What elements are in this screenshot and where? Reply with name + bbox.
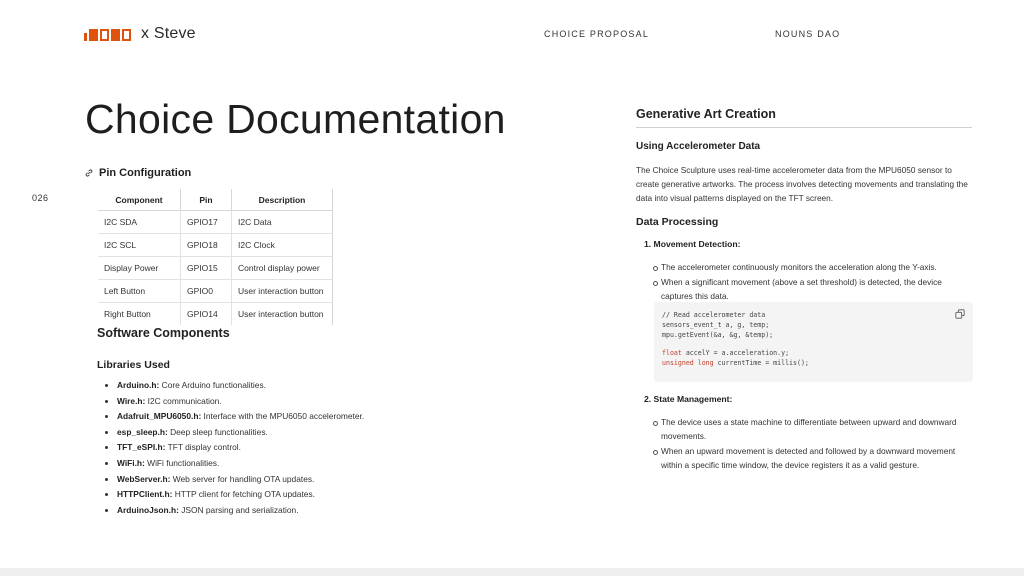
library-desc: Core Arduino functionalities. — [159, 380, 266, 390]
code-keyword: unsigned long — [662, 359, 714, 367]
bottom-bar — [0, 568, 1024, 576]
library-name: Wire.h: — [117, 395, 146, 406]
libraries-list — [103, 378, 364, 518]
accelerometer-heading: Using Accelerometer Data — [636, 141, 761, 152]
library-name: Arduino.h: — [117, 380, 160, 390]
table-row — [98, 234, 333, 257]
list-item — [117, 503, 364, 519]
table-cell: GPIO17 — [181, 211, 232, 234]
list-item: When a significant movement (above a set threshold) is detected, the device captures this data. — [661, 276, 973, 303]
list-item — [117, 394, 364, 410]
list-item — [117, 487, 364, 503]
library-name: ArduinoJson.h: — [117, 504, 179, 515]
list-item: The accelerometer continuously monitors the acceleration along the Y-axis. — [661, 261, 973, 275]
table-cell: User interaction button — [232, 280, 333, 303]
list-item — [117, 472, 364, 488]
section-title: Generative Art Creation — [636, 107, 776, 121]
list-item: When an upward movement is detected and followed by a downward movement within a specific time window, the device registers it as a valid gesture. — [661, 445, 973, 472]
code-line: // Read accelerometer data — [662, 311, 766, 319]
table-row — [98, 211, 333, 234]
code-keyword: float — [662, 349, 682, 357]
code-line — [662, 358, 965, 368]
library-desc: Web server for handling OTA updates. — [170, 473, 315, 484]
link-icon[interactable] — [84, 168, 94, 178]
pin-table — [98, 189, 333, 325]
code-line: sensors_event_t a, g, temp; — [662, 321, 770, 329]
table-cell: I2C Data — [232, 211, 333, 234]
table-cell: Right Button — [98, 303, 181, 326]
table-cell: Left Button — [98, 280, 181, 303]
library-name: WiFi.h: — [117, 457, 145, 468]
library-name: esp_sleep.h: — [117, 426, 168, 437]
library-name: WebServer.h: — [117, 473, 171, 484]
step-state-management: 2. State Management: — [644, 394, 733, 404]
table-cell: I2C SCL — [98, 234, 181, 257]
library-name: Adafruit_MPU6050.h: — [117, 411, 202, 422]
libraries-used-heading: Libraries Used — [97, 359, 170, 371]
nav-choice-proposal[interactable]: CHOICE PROPOSAL — [544, 29, 650, 39]
table-cell: GPIO15 — [181, 257, 232, 280]
table-cell: User interaction button — [232, 303, 333, 326]
brand-logo[interactable] — [84, 25, 196, 43]
table-cell: I2C Clock — [232, 234, 333, 257]
code-block — [654, 302, 973, 382]
list-item — [117, 409, 364, 425]
column-header: Component — [98, 189, 181, 211]
library-desc: HTTP client for fetching OTA updates. — [172, 489, 315, 500]
library-desc: Deep sleep functionalities. — [167, 426, 268, 437]
pin-configuration-heading — [84, 167, 191, 179]
code-text: accelY = a.acceleration.y; — [681, 349, 790, 357]
table-cell: Display Power — [98, 257, 181, 280]
table-cell: GPIO18 — [181, 234, 232, 257]
library-desc: WiFi functionalities. — [144, 457, 220, 468]
table-cell: GPIO0 — [181, 280, 232, 303]
page-number: 026 — [32, 193, 49, 203]
data-processing-heading: Data Processing — [636, 216, 719, 228]
table-row — [98, 303, 333, 326]
table-row — [98, 257, 333, 280]
code-line — [662, 348, 965, 358]
library-desc: TFT display control. — [165, 442, 241, 453]
library-name: TFT_eSPI.h: — [117, 442, 166, 453]
library-name: HTTPClient.h: — [117, 489, 173, 500]
table-row — [98, 280, 333, 303]
column-header: Pin — [181, 189, 232, 211]
table-cell: Control display power — [232, 257, 333, 280]
logo-text: x Steve — [141, 25, 196, 42]
table-cell: GPIO14 — [181, 303, 232, 326]
library-desc: JSON parsing and serialization. — [178, 504, 299, 515]
step-movement-detection: 1. Movement Detection: — [644, 239, 741, 249]
pin-configuration-label: Pin Configuration — [99, 167, 192, 179]
table-header-row — [98, 189, 333, 211]
nouns-logo-icon — [84, 27, 133, 41]
list-item — [117, 456, 364, 472]
copy-icon[interactable] — [955, 309, 965, 319]
code-line: mpu.getEvent(&a, &g, &temp); — [662, 331, 774, 339]
list-item — [117, 440, 364, 456]
table-cell: I2C SDA — [98, 211, 181, 234]
list-item — [117, 378, 364, 394]
library-desc: I2C communication. — [145, 395, 222, 406]
list-item — [117, 425, 364, 441]
page-title: Choice Documentation — [85, 96, 506, 142]
divider — [636, 127, 972, 128]
accelerometer-paragraph: The Choice Sculpture uses real-time accelerometer data from the MPU6050 sensor to create generative artworks. The process involves detecting movements and translating the data into visual patterns displayed on the TFT screen. — [636, 165, 968, 203]
nav-nouns-dao[interactable]: NOUNS DAO — [775, 29, 841, 39]
library-desc: Interface with the MPU6050 accelerometer. — [201, 411, 365, 422]
column-header: Description — [232, 189, 333, 211]
code-text: currentTime = millis(); — [713, 359, 809, 367]
software-components-heading: Software Components — [97, 326, 230, 340]
list-item: The device uses a state machine to differentiate between upward and downward movements. — [661, 416, 973, 443]
